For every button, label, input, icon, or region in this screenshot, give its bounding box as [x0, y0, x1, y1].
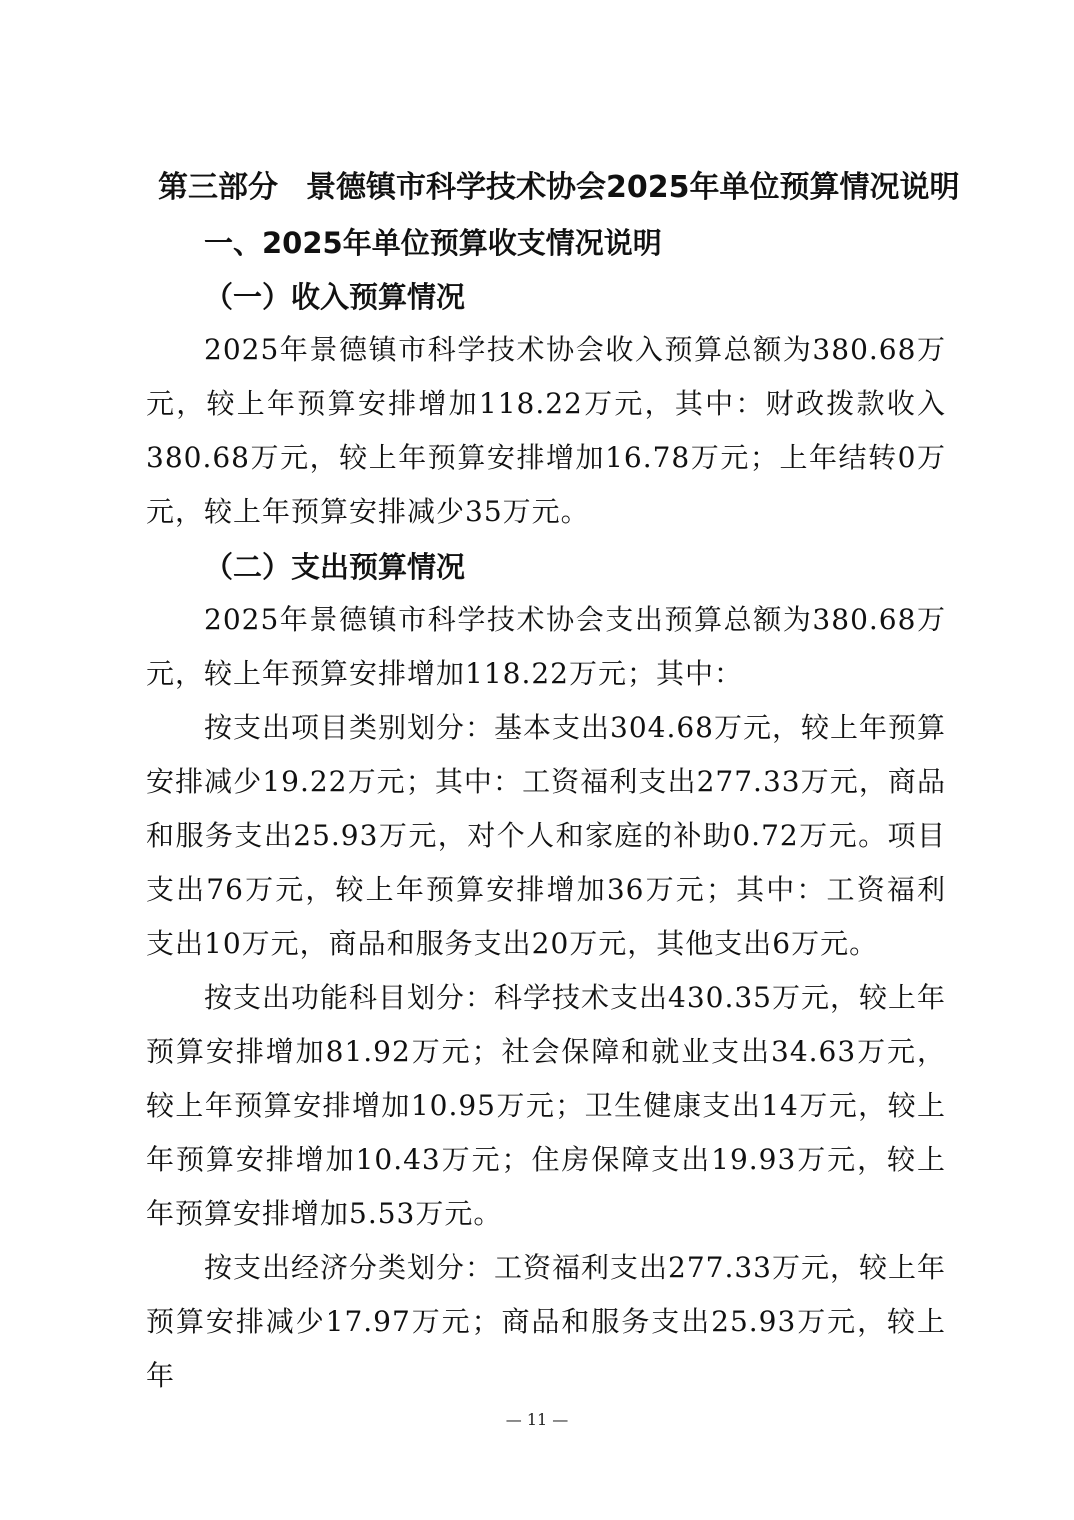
income-paragraph: 2025年景德镇市科学技术协会收入预算总额为380.68万元，较上年预算安排增加118.22万元，其中：财政拨款收入380.68万元，较上年预算安排增加16.78万元；上年结转0万元，较上年预算安排减少35万元。: [146, 333, 946, 528]
expense-heading: （二）支出预算情况: [204, 550, 466, 584]
title-text: 景德镇市科学技术协会2025年单位预算情况说明: [306, 170, 960, 205]
expense-by-function-paragraph: 按支出功能科目划分：科学技术支出430.35万元，较上年预算安排增加81.92万元；社会保障和就业支出34.63万元，较上年预算安排增加10.95万元；卫生健康支出14万元，较上年预算安排增加10.43万元；住房保障支出19.93万元，较上年预算安排增加5.53万元。: [146, 981, 946, 1230]
page-number: — 11 —: [505, 1410, 569, 1429]
expense-by-economic-paragraph: 按支出经济分类划分：工资福利支出277.33万元，较上年预算安排减少17.97万元；商品和服务支出25.93万元，较上年: [146, 1251, 946, 1392]
page-title: [158, 166, 960, 210]
expense-by-project-paragraph: 按支出项目类别划分：基本支出304.68万元，较上年预算安排减少19.22万元；其中：工资福利支出277.33万元，商品和服务支出25.93万元，对个人和家庭的补助0.72万元。项目支出76万元，较上年预算安排增加36万元；其中：工资福利支出10万元，商品和服务支出20万元，其他支出6万元。: [146, 711, 946, 960]
income-heading: （一）收入预算情况: [204, 280, 466, 314]
section-heading-1: 一、2025年单位预算收支情况说明: [204, 226, 662, 260]
title-part-label: 第三部分: [158, 170, 278, 205]
expense-total-paragraph: 2025年景德镇市科学技术协会支出预算总额为380.68万元，较上年预算安排增加118.22万元；其中：: [146, 603, 946, 690]
